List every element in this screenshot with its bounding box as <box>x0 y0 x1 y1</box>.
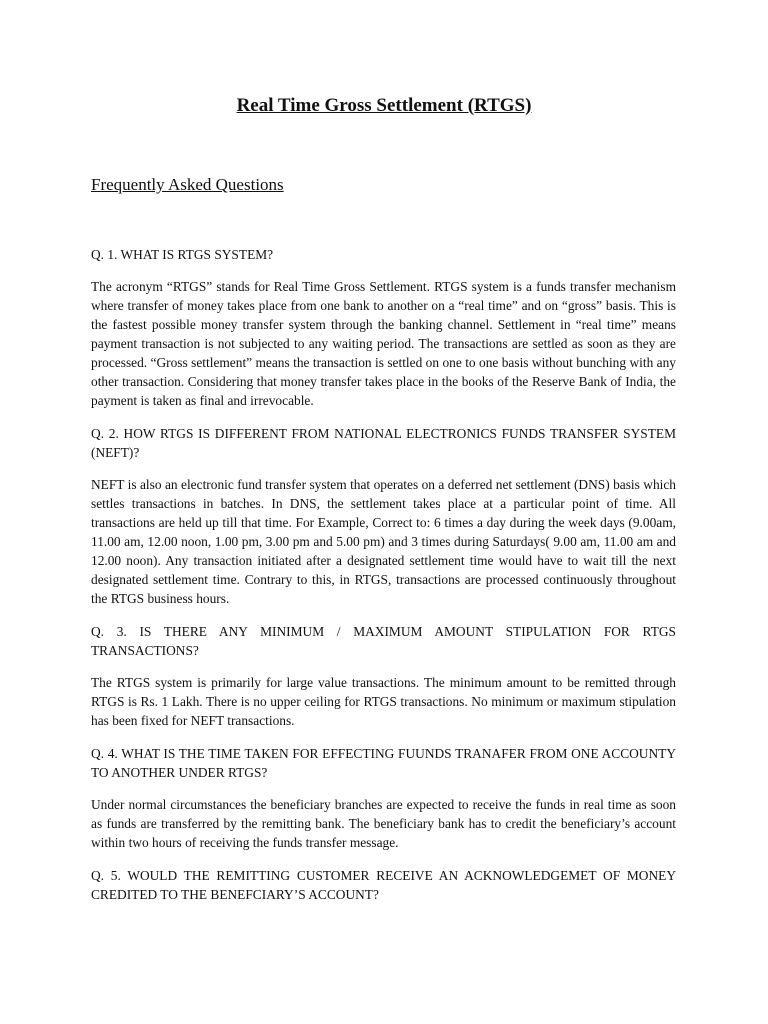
faq-list <box>91 245 676 917</box>
faq-answer-1: The acronym “RTGS” stands for Real Time Gross Settlement. RTGS system is a funds transfer mechanism where transfer of money takes place from one bank to another on a “real time” and on “gross” basis. This is the fastest possible money transfer system through the banking channel. Settlement in “real time” means payment transaction is not subjected to any waiting period. The transactions are settled as soon as they are processed. “Gross settlement” means the transaction is settled on one to one basis without bunching with any other transaction. Considering that money transfer takes place in the books of the Reserve Bank of India, the payment is taken as final and irrevocable. <box>91 279 676 408</box>
faq-question-4: Q. 4. WHAT IS THE TIME TAKEN FOR EFFECTING FUUNDS TRANAFER FROM ONE ACCOUNTY TO ANOTHER UNDER RTGS? <box>91 746 676 780</box>
faq-answer-4: Under normal circumstances the beneficiary branches are expected to receive the funds in real time as soon as funds are transferred by the remitting bank. The beneficiary bank has to credit the beneficiary’s account within two hours of receiving the funds transfer message. <box>91 797 676 850</box>
faq-question-3: Q. 3. IS THERE ANY MINIMUM / MAXIMUM AMOUNT STIPULATION FOR RTGS TRANSACTIONS? <box>91 624 676 658</box>
faq-answer-2: NEFT is also an electronic fund transfer system that operates on a deferred net settlement (DNS) basis which settles transactions in batches. In DNS, the settlement takes place at a particular point of time. All transactions are held up till that time. For Example, Correct to: 6 times a day during the week days (9.00am, 11.00 am, 12.00 noon, 1.00 pm, 3.00 pm and 5.00 pm) and 3 times during Saturdays( 9.00 am, 11.00 am and 12.00 noon). Any transaction initiated after a designated settlement time would have to wait till the next designated settlement time. Contrary to this, in RTGS, transactions are processed continuously throughout the RTGS business hours. <box>91 477 676 606</box>
faq-answer-3: The RTGS system is primarily for large value transactions. The minimum amount to be remitted through RTGS is Rs. 1 Lakh. There is no upper ceiling for RTGS transactions. No minimum or maximum stipulation has been fixed for NEFT transactions. <box>91 675 676 728</box>
faq-question-2: Q. 2. HOW RTGS IS DIFFERENT FROM NATIONAL ELECTRONICS FUNDS TRANSFER SYSTEM (NEFT)? <box>91 426 676 460</box>
faq-question-1: Q. 1. WHAT IS RTGS SYSTEM? <box>91 247 274 262</box>
faq-question-5: Q. 5. WOULD THE REMITTING CUSTOMER RECEIVE AN ACKNOWLEDGEMET OF MONEY CREDITED TO THE BENEFCIARY’S ACCOUNT? <box>91 868 676 902</box>
document-title: Real Time Gross Settlement (RTGS) <box>236 95 532 116</box>
document-subtitle: Frequently Asked Questions <box>91 175 284 194</box>
